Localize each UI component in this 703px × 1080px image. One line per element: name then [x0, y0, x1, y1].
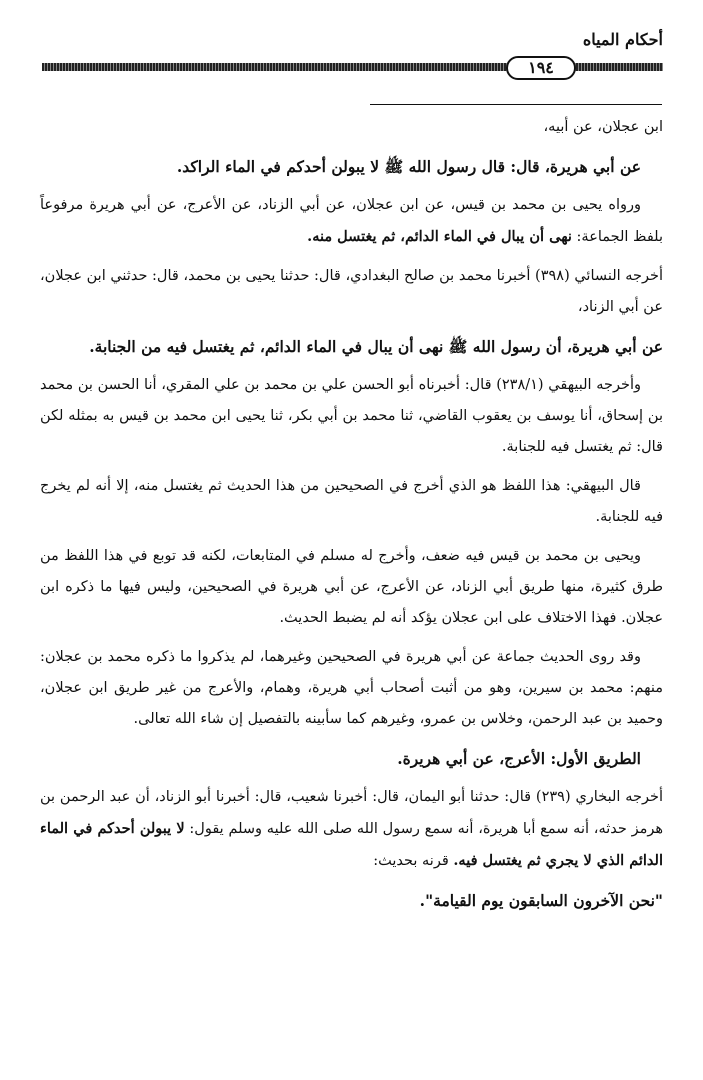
footnote-rule — [370, 104, 662, 105]
paragraph: وأخرجه البيهقي (٢٣٨/١) قال: أخبرناه أبو الحسن علي بن محمد بن علي المقري، أنا الحسن بن محمد بن إسحاق، أنا يوسف بن يعقوب القاضي، ثنا محمد بن أبي بكر، ثنا يحيى ابن محمد بن قيس به بمثله لكن قال: ثم يغتسل فيه للجنابة. — [40, 377, 663, 455]
section-heading: الطريق الأول: الأعرج، عن أبي هريرة. — [397, 749, 641, 768]
paragraph: ابن عجلان، عن أبيه، — [543, 119, 663, 135]
paragraph: أخرجه البخاري (٢٣٩) قال: حدثنا أبو اليمان، قال: أخبرنا شعيب، قال: أخبرنا أبو الزناد، أن عبد الرحمن بن هرمز حدثه، أنه سمع أبا هريرة، أنه سمع رسول الله صلى الله عليه وسلم يقول: لا يبولن أحدكم في الماء الدائم الذي لا يجري ثم يغتسل فيه. قرنه بحديث: — [40, 789, 663, 869]
paragraph: ورواه يحيى بن محمد بن قيس، عن ابن عجلان، عن أبي الزناد، عن الأعرج، عن أبي هريرة مرفوعاً بلفظ الجماعة: نهى أن يبال في الماء الدائم، ثم يغتسل منه. — [40, 197, 663, 245]
hadith-text: "نحن الآخرون السابقون يوم القيامة". — [419, 891, 663, 910]
paragraph: وقد روى الحديث جماعة عن أبي هريرة في الصحيحين وغيرهما، لم يذكروا ما ذكره محمد بن عجلان: منهم: محمد بن سيرين، وهو من أثبت أصحاب أبي هريرة، وهمام، والأعرج من غير طريق ابن عجلان، وحميد بن عبد الرحمن، وخلاس بن عمرو، وغيرهم كما سأبينه بالتفصيل إن شاء الله تعالى. — [40, 649, 663, 727]
page-body — [40, 112, 663, 1060]
hadith-text: عن أبي هريرة، أن رسول الله ﷺ نهى أن يبال في الماء الدائم، ثم يغتسل فيه من الجنابة. — [89, 337, 663, 356]
running-title: أحكام المياه — [582, 30, 663, 49]
page-number: ١٩٤ — [506, 56, 576, 80]
paragraph: أخرجه النسائي (٣٩٨) أخبرنا محمد بن صالح البغدادي، قال: حدثنا يحيى بن محمد، قال: حدثني ابن عجلان، عن أبي الزناد، — [40, 268, 663, 315]
hadith-text: عن أبي هريرة، قال: قال رسول الله ﷺ لا يبولن أحدكم في الماء الراكد. — [176, 157, 641, 176]
paragraph: ويحيى بن محمد بن قيس فيه ضعف، وأخرج له مسلم في المتابعات، لكنه قد توبع في هذا اللفظ من طرق كثيرة، منها طريق أبي الزناد، عن الأعرج، عن أبي هريرة في الصحيحين، وليس فيها ما ذكره ابن عجلان. فهذا الاختلاف على ابن عجلان يؤكد أنه لم يضبط الحديث. — [40, 548, 663, 626]
paragraph: قال البيهقي: هذا اللفظ هو الذي أخرج في الصحيحين من هذا الحديث ثم يغتسل منه، إلا أنه لم يخرج فيه للجنابة. — [40, 478, 663, 525]
